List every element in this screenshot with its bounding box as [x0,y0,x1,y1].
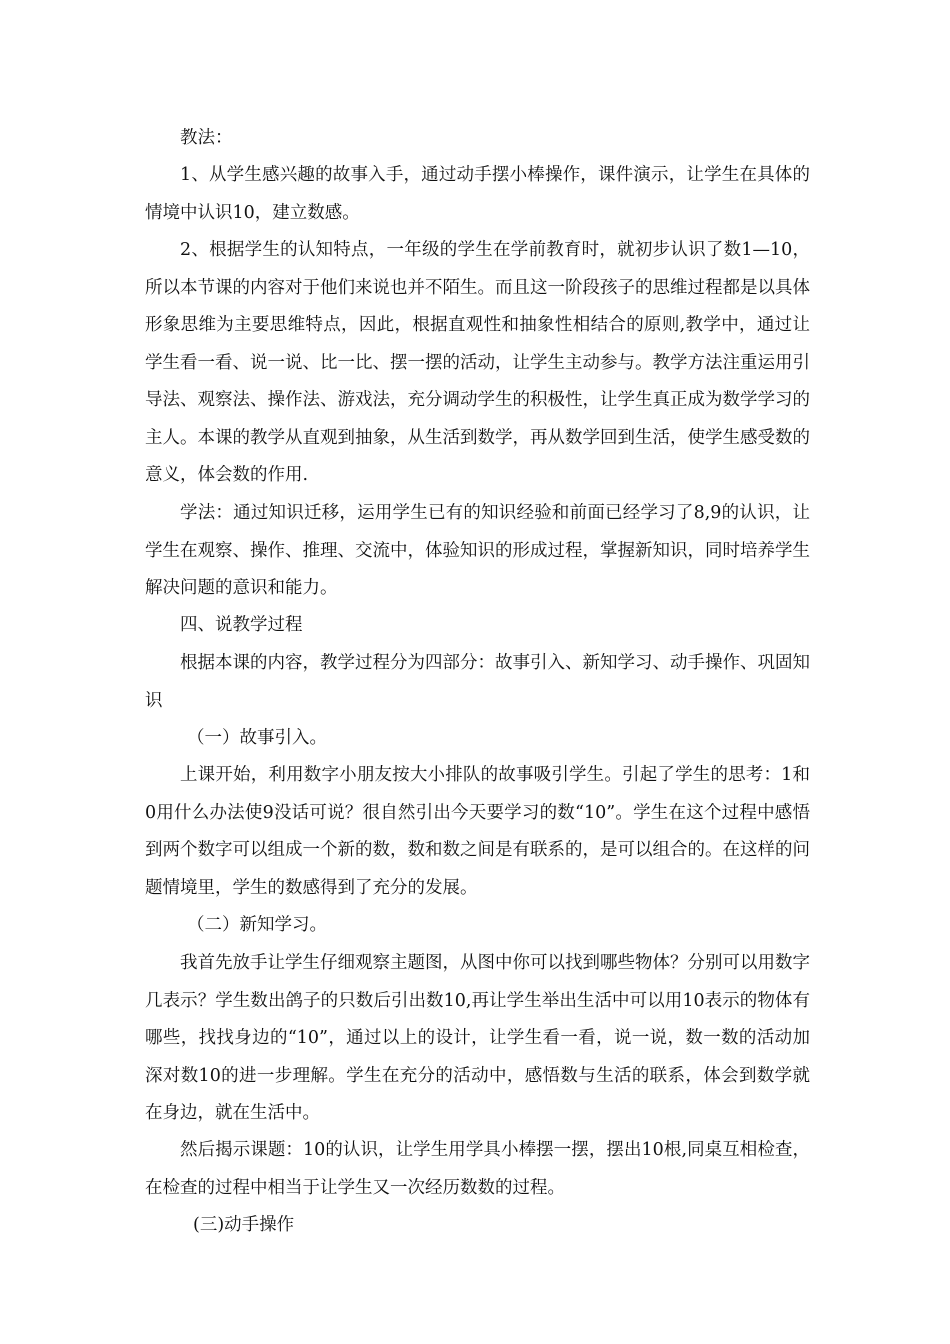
subheading-hands-on: (三)动手操作 [193,1215,295,1235]
paragraph-process-overview: 根据本课的内容，教学过程分为四部分：故事引入、新知学习、动手操作、巩固知识 [145,653,810,711]
subheading-story-intro: （一）故事引入。 [187,728,327,748]
paragraph-new-knowledge: 我首先放手让学生仔细观察主题图，从图中你可以找到哪些物体？分别可以用数字几表示？学生数出鸽子的只数后引出数10,再让学生举出生活中可以用10表示的物体有哪些，找找身边的“10”，通过以上的设计，让学生看一看，说一说，数一数的活动加深对数10的进一步理解。学生在充分的活动中，感悟数与生活的联系，体会到数学就在身边，就在生活中。 [145,953,810,1123]
subheading-new-knowledge: （二）新知学习。 [187,915,327,935]
paragraph-teaching-method-heading: 教法： [180,128,233,148]
paragraph-method-2: 2、根据学生的认知特点，一年级的学生在学前教育时，就初步认识了数1—10，所以本节课的内容对于他们来说也并不陌生。而且这一阶段孩子的思维过程都是以具体形象思维为主要思维特点，因此，根据直观性和抽象性相结合的原则,教学中，通过让学生看一看、说一说、比一比、摆一摆的活动，让学生主动参与。教学方法注重运用引导法、观察法、操作法、游戏法，充分调动学生的积极性，让学生真正成为数学学习的主人。本课的教学从直观到抽象，从生活到数学，再从数学回到生活，使学生感受数的意义，体会数的作用. [145,240,810,485]
paragraph-story-intro: 上课开始，利用数字小朋友按大小排队的故事吸引学生。引起了学生的思考：1和0用什么办法使9没话可说？很自然引出今天要学习的数“10”。学生在这个过程中感悟到两个数字可以组成一个新的数，数和数之间是有联系的，是可以组合的。在这样的问题情境里，学生的数感得到了充分的发展。 [145,765,810,898]
section-heading-process: 四、说教学过程 [180,615,303,635]
paragraph-method-1: 1、从学生感兴趣的故事入手，通过动手摆小棒操作，课件演示，让学生在具体的情境中认识10，建立数感。 [145,165,810,223]
paragraph-topic-reveal: 然后揭示课题：10的认识，让学生用学具小棒摆一摆，摆出10根,同桌互相检查，在检查的过程中相当于让学生又一次经历数数的过程。 [145,1140,810,1198]
paragraph-learning-method: 学法：通过知识迁移，运用学生已有的知识经验和前面已经学习了8,9的认识，让学生在观察、操作、推理、交流中，体验知识的形成过程，掌握新知识，同时培养学生解决问题的意识和能力。 [145,503,810,598]
